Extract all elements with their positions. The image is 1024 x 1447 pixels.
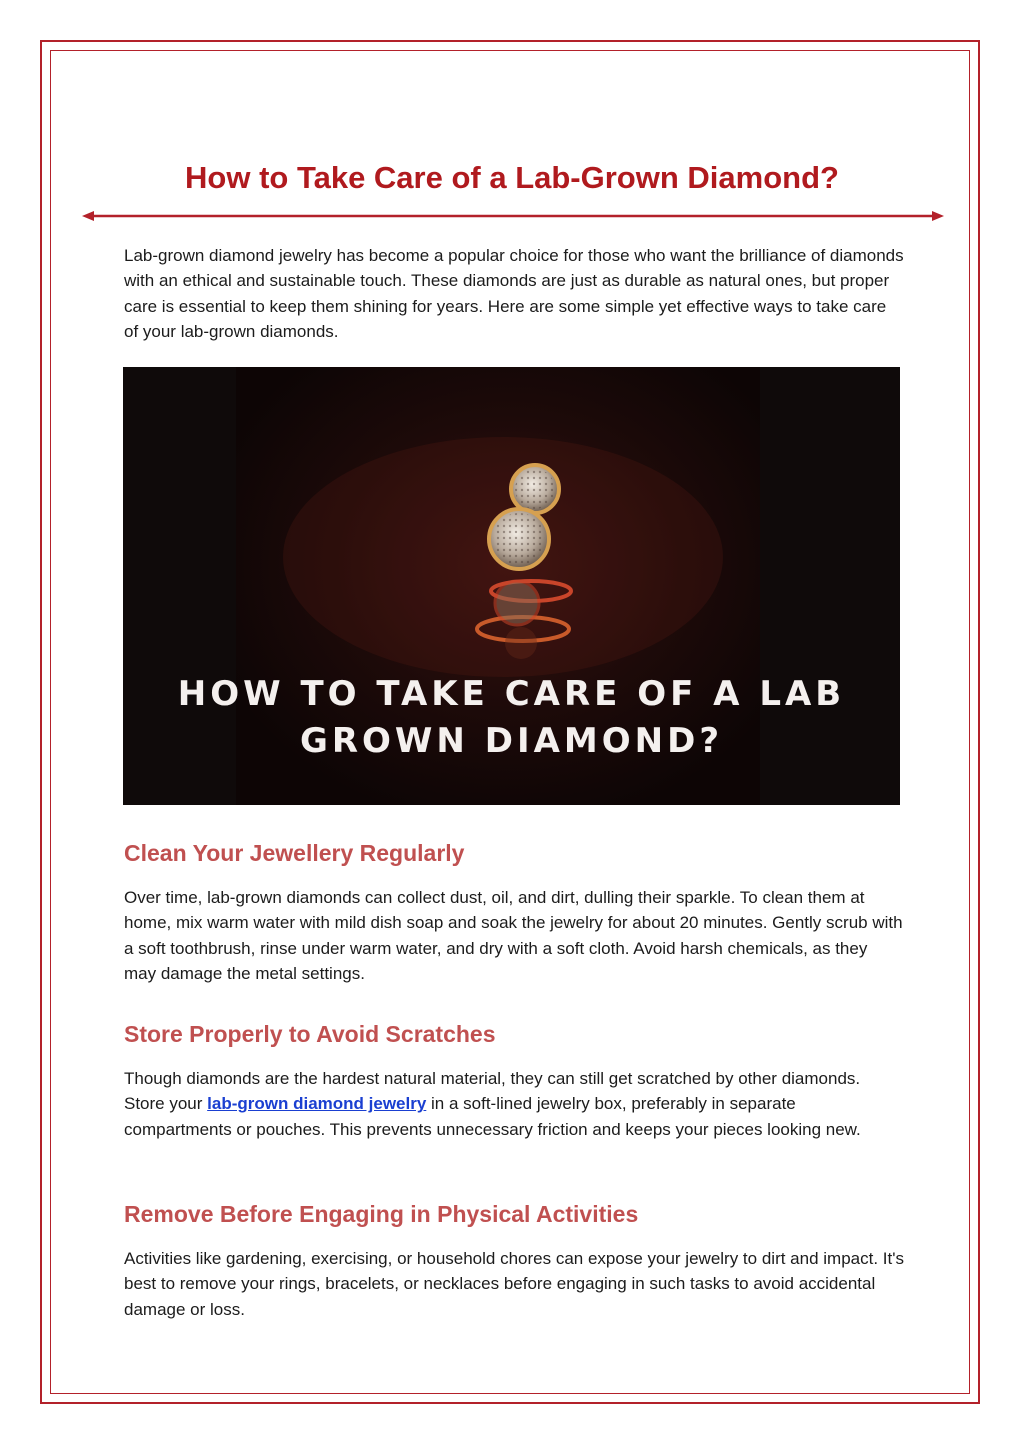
title-divider (82, 208, 944, 224)
hero-image (123, 367, 900, 805)
section-body-clean: Over time, lab-grown diamonds can collect dust, oil, and dirt, dulling their sparkle. To clean them at home, mix warm water with mild dish soap and soak the jewelry for about 20 minutes. Gently scrub with a soft toothbrush, rinse under warm water, and dry with a soft cloth. Avoid harsh chemicals, as they may damage the metal settings. (124, 888, 903, 983)
hero-caption-line-1: HOW TO TAKE CARE OF A LAB (177, 674, 846, 714)
hero-caption-line-2: GROWN DIAMOND? (299, 721, 724, 761)
section-heading-clean: Clean Your Jewellery Regularly (124, 840, 465, 866)
section-heading-remove: Remove Before Engaging in Physical Activities (124, 1201, 639, 1227)
intro-paragraph: Lab-grown diamond jewelry has become a popular choice for those who want the brilliance of diamonds with an ethical and sustainable touch. These diamonds are just as durable as natural ones, but proper care is essential to keep them shining for years. Here are some simple yet effective ways to take care of your lab-grown diamonds. (124, 246, 904, 341)
section-heading-store: Store Properly to Avoid Scratches (124, 1021, 496, 1047)
article-title: How to Take Care of a Lab-Grown Diamond? (185, 160, 839, 195)
store-body-text-after: in a soft-lined jewelry box, preferably in separate compartments or pouches. This prevents unnecessary friction and keeps your pieces looking new. (124, 1094, 861, 1139)
section-body-remove: Activities like gardening, exercising, or household chores can expose your jewelry to dirt and impact. It's best to remove your rings, bracelets, or necklaces before engaging in such tasks to avoid accidental damage or loss. (124, 1249, 904, 1319)
store-body-text-before: Though diamonds are the hardest natural material, they can still get scratched by other diamonds. Store your (124, 1069, 861, 1114)
lab-grown-jewelry-link[interactable]: lab-grown diamond jewelry (207, 1094, 427, 1114)
section-body-store (124, 1066, 904, 1142)
